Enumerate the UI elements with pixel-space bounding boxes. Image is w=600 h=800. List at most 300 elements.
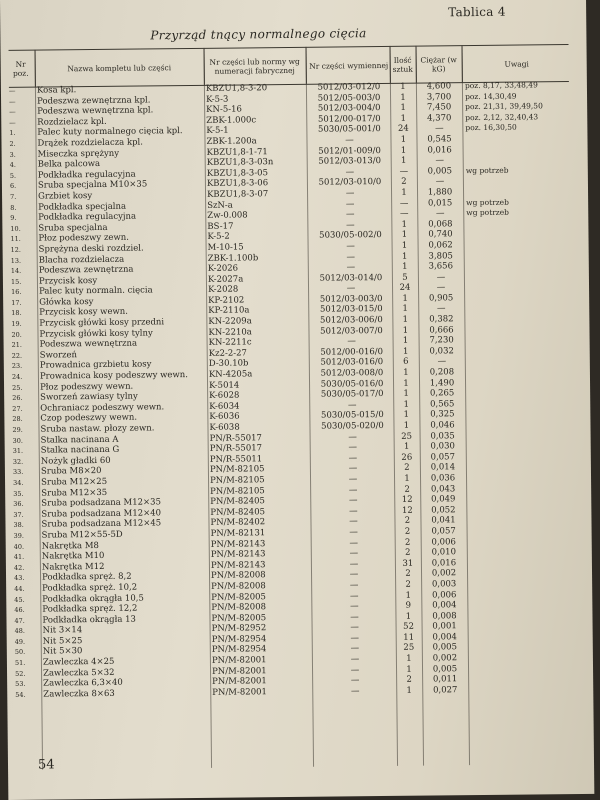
cell-ciez: 0,545 <box>427 134 452 145</box>
cell-name: Podeszwa wewnętrzna <box>39 338 138 350</box>
cell-wym: — <box>349 527 358 538</box>
cell-wym: 5012/03-015/0 <box>319 304 383 316</box>
cell-wym: 5012/03-006/0 <box>319 315 383 326</box>
cell-name: Podeszwa zewnętrzna <box>38 264 134 276</box>
cell-name: Zawleczka 8×63 <box>43 688 115 700</box>
cell-wym: 5012/00-016/0 <box>320 346 384 358</box>
cell-szt: 26 <box>401 452 413 463</box>
cell-wym: — <box>349 506 358 517</box>
cell-uwagi <box>471 652 575 653</box>
cell-name: Zawleczka 4×25 <box>42 656 115 668</box>
cell-nr: 46. <box>14 605 25 614</box>
cell-szt: 1 <box>402 346 409 357</box>
cell-name: Podeszwa wewnętrzna kpl. <box>37 105 154 117</box>
cell-nr: 44. <box>14 584 25 593</box>
cell-uwagi <box>471 684 575 685</box>
cell-ciez: 0,004 <box>432 600 457 611</box>
cell-ciez: 0,015 <box>427 197 453 209</box>
cell-szt: 25 <box>403 643 415 654</box>
cell-fab: K-5-1 <box>206 125 229 137</box>
cell-wym: 5030/05-015/0 <box>320 410 384 422</box>
cell-fab: Kz2-2-27 <box>208 348 247 359</box>
cell-szt: 12 <box>401 494 413 505</box>
cell-szt: 6 <box>403 357 409 368</box>
cell-nr: 26. <box>12 394 23 403</box>
cell-wym: — <box>349 537 359 548</box>
cell-uwagi <box>469 504 573 505</box>
cell-nr: 37. <box>13 510 24 519</box>
cell-name: Przycisk kosy wewn. <box>39 307 128 319</box>
cell-name: Główka kosy <box>39 296 94 308</box>
cell-fab: KN-5-16 <box>206 104 242 116</box>
cell-fab: PN/M-82131 <box>210 528 266 539</box>
header-nr: Nr poz. <box>12 59 29 78</box>
cell-uwagi <box>471 620 575 621</box>
cell-name: Prowadnica grzbietu kosy <box>39 359 152 372</box>
cell-ciez: 3,805 <box>428 250 453 262</box>
cell-uwagi <box>468 355 572 356</box>
cell-szt: 1 <box>400 145 407 156</box>
cell-szt: 1 <box>401 230 408 241</box>
cell-ciez: 4,600 <box>426 81 452 92</box>
cell-fab: K-2028 <box>207 284 239 296</box>
cell-uwagi <box>466 186 570 187</box>
cell-uwagi <box>468 419 572 420</box>
cell-szt: 1 <box>403 420 410 431</box>
cell-ciez: 1,880 <box>427 187 453 198</box>
cell-szt: — <box>399 166 409 177</box>
cell-nr: 9. <box>10 213 17 223</box>
cell-nr: 43. <box>14 574 25 583</box>
cell-ciez: 0,068 <box>428 218 453 230</box>
cell-ciez: — <box>436 282 446 293</box>
cell-uwagi <box>470 578 574 579</box>
cell-fab: K-5-2 <box>207 231 230 243</box>
cell-uwagi: poz. 16,30,50 <box>465 122 517 133</box>
cell-ciez: 0,057 <box>430 452 456 463</box>
cell-ciez: 0,006 <box>431 536 456 548</box>
cell-wym: — <box>350 654 360 665</box>
cell-szt: 1 <box>403 399 410 410</box>
cell-szt: 1 <box>400 134 407 145</box>
cell-nr: 19. <box>11 319 22 328</box>
cell-name: Nakrętka M8 <box>41 540 99 552</box>
cell-fab: SzN-a <box>207 200 233 211</box>
cell-name: Śruba podsadzana M12×35 <box>41 497 162 509</box>
cell-uwagi <box>468 408 572 409</box>
cell-fab: M-10-15 <box>207 242 244 253</box>
cell-name: Nakrętka M10 <box>41 551 105 562</box>
cell-ciez: 0,041 <box>431 515 456 526</box>
cell-wym: — <box>349 569 359 580</box>
cell-name: Śruba podsadzana M12×40 <box>41 508 162 520</box>
cell-name: Podeszwa zewnętrzna kpl. <box>37 95 151 107</box>
cell-wym: — <box>350 664 360 676</box>
cell-wym: — <box>346 241 355 252</box>
cell-name: Śruba M12×35 <box>41 487 108 499</box>
cell-nr: 40. <box>13 542 25 551</box>
cell-ciez: 3,700 <box>426 91 452 103</box>
cell-fab: KP-2110a <box>208 305 250 317</box>
cell-fab: PN/M-82105 <box>210 485 265 497</box>
cell-ciez: 0,043 <box>430 483 456 495</box>
cell-nr: 32. <box>12 457 24 466</box>
cell-fab: PN/M-82008 <box>211 602 267 613</box>
cell-ciez: 0,002 <box>432 653 458 664</box>
cell-wym: — <box>350 675 360 686</box>
cell-uwagi <box>466 228 570 229</box>
cell-uwagi <box>467 292 571 293</box>
cell-szt: 24 <box>399 282 411 294</box>
cell-uwagi <box>468 377 572 378</box>
cell-name: Śruba M12×55-5D <box>41 529 123 541</box>
cell-fab: KBZU1,8-3-20 <box>205 83 268 94</box>
cell-wym: 5012/03-016/0 <box>320 357 384 369</box>
cell-wym: 5012/03-008/0 <box>320 368 384 379</box>
cell-nr: 11. <box>10 235 21 244</box>
cell-szt: 2 <box>404 463 410 474</box>
cell-nr: — <box>8 86 16 95</box>
cell-wym: — <box>349 580 359 591</box>
cell-wym: — <box>346 220 355 231</box>
cell-nr: 50. <box>14 648 26 657</box>
cell-uwagi <box>468 398 572 399</box>
cell-fab: PN/M-82105 <box>209 464 265 476</box>
cell-szt: 1 <box>400 113 407 124</box>
cell-uwagi <box>470 599 574 600</box>
cell-fab: K-2026 <box>207 263 239 274</box>
cell-name: Podkładka okrągła 13 <box>42 614 136 626</box>
cell-szt: 1 <box>403 388 409 400</box>
cell-wym: — <box>350 686 360 697</box>
cell-wym: — <box>347 336 356 347</box>
cell-name: Nakrętka M12 <box>41 561 105 573</box>
cell-wym: 5012/03-004/0 <box>317 103 381 114</box>
cell-name: Nożyk gładki 60 <box>40 455 111 467</box>
cell-wym: — <box>349 590 359 601</box>
cell-ciez: 0,382 <box>429 314 454 325</box>
cell-wym: — <box>348 463 358 474</box>
cell-ciez: 0,740 <box>428 229 453 240</box>
cell-name: Nit 3×14 <box>42 625 83 636</box>
cell-fab: PN/R-55017 <box>209 443 263 455</box>
parts-table <box>9 80 575 700</box>
cell-fab: PN/M-82143 <box>210 559 266 571</box>
cell-uwagi <box>467 281 571 282</box>
cell-name: Podkładka regulacyjna <box>37 169 136 181</box>
cell-szt: 2 <box>404 484 410 495</box>
cell-fab: BS-17 <box>207 221 234 232</box>
cell-nr: 49. <box>14 637 26 646</box>
cell-wym: — <box>348 495 358 506</box>
cell-uwagi: poz. 14,30,49 <box>464 91 517 101</box>
cell-ciez: — <box>435 123 444 134</box>
cell-ciez: — <box>436 303 446 314</box>
cell-uwagi <box>468 387 572 388</box>
cell-uwagi <box>469 430 573 431</box>
cell-wym: — <box>346 283 356 294</box>
cell-fab: PN/R-55017 <box>209 432 262 444</box>
cell-uwagi <box>470 536 574 537</box>
cell-uwagi <box>469 483 573 484</box>
cell-nr: 4. <box>9 160 16 170</box>
cell-szt: 1 <box>405 590 412 601</box>
cell-fab: KP-2102 <box>208 295 245 306</box>
header-fab: Nr części lub normy wg numeracji fabrycznej <box>209 56 300 76</box>
cell-name: Sworzeń zawiasy tylny <box>40 391 138 403</box>
cell-name: Grzbiet kosy <box>38 190 93 202</box>
cell-ciez: 0,005 <box>432 642 458 653</box>
cell-szt: 1 <box>405 611 412 622</box>
cell-nr: 25. <box>12 383 23 392</box>
cell-nr: 17. <box>11 298 22 307</box>
cell-name: Drążek rozdzielacza kpl. <box>37 137 144 149</box>
cell-ciez: 0,004 <box>432 632 457 643</box>
cell-fab: PN/M-82001 <box>211 665 267 677</box>
cell-ciez: — <box>435 155 445 166</box>
cell-nr: 53. <box>15 680 26 689</box>
cell-uwagi <box>470 546 574 547</box>
cell-fab: PN/M-82143 <box>210 538 266 550</box>
cell-wym: — <box>349 516 358 527</box>
cell-nr: 24. <box>11 372 23 381</box>
table-number: Tablica 4 <box>448 4 506 20</box>
cell-nr: 6. <box>9 182 17 191</box>
cell-szt: 1 <box>401 187 407 198</box>
cell-nr: 22. <box>11 351 23 360</box>
cell-fab: K-6036 <box>209 411 240 423</box>
cell-ciez: 0,005 <box>432 663 458 675</box>
cell-wym: 5012/03-003/0 <box>319 293 383 305</box>
cell-fab: PN/M-82954 <box>211 634 267 645</box>
cell-szt: 1 <box>403 410 410 421</box>
cell-uwagi <box>466 144 570 145</box>
cell-nr: 27. <box>12 404 23 413</box>
cell-name: Śruba specjalna M10×35 <box>37 179 148 191</box>
cell-nr: 54. <box>15 690 26 699</box>
cell-uwagi <box>471 663 575 664</box>
cell-ciez: 0,014 <box>430 462 456 473</box>
cell-uwagi <box>466 175 570 176</box>
cell-ciez: 0,905 <box>428 293 454 304</box>
cell-fab: PN/M-82005 <box>211 591 266 603</box>
cell-uwagi: wg potrzeb <box>465 165 509 175</box>
cell-wym: — <box>346 251 356 262</box>
cell-uwagi <box>471 641 575 642</box>
cell-szt: 2 <box>405 579 411 590</box>
cell-fab: KBZU1,8-3-05 <box>206 167 269 179</box>
cell-szt: 1 <box>402 314 409 325</box>
cell-fab: KN-4205a <box>208 369 253 380</box>
cell-fab: ZBK-1.200a <box>206 136 257 147</box>
cell-fab: PN/M-82105 <box>209 475 265 486</box>
cell-fab: PN/M-82402 <box>210 517 266 529</box>
cell-uwagi <box>467 324 571 325</box>
cell-szt: 1 <box>406 653 412 664</box>
cell-fab: KN-2211c <box>208 337 252 349</box>
cell-nr: 30. <box>12 436 23 445</box>
cell-name: Palec kuty normalnego cięcia kpl. <box>37 126 183 138</box>
cell-szt: 2 <box>405 547 411 558</box>
cell-ciez: 0,006 <box>432 589 457 601</box>
cell-ciez: 7,230 <box>429 335 454 346</box>
cell-name: Podkładka okrągła 10,5 <box>42 593 144 605</box>
cell-szt: 1 <box>402 293 408 304</box>
cell-fab: PN/M-82005 <box>211 612 267 624</box>
cell-szt: 1 <box>403 367 409 378</box>
cell-name: Stalka nacinana G <box>40 444 120 456</box>
cell-uwagi <box>471 631 575 632</box>
cell-wym: 5012/03-007/0 <box>320 325 383 337</box>
cell-name: Rozdzielacz kpl. <box>37 116 107 128</box>
header-szt: Ilość sztuk <box>392 55 413 74</box>
cell-nr: 48. <box>14 627 25 636</box>
cell-ciez: 0,062 <box>428 240 453 251</box>
cell-fab: PN/M-82001 <box>212 687 267 698</box>
cell-name: Zawleczka 6,3×40 <box>43 678 123 689</box>
cell-szt: 1 <box>401 240 408 251</box>
cell-ciez: 3,656 <box>428 261 454 272</box>
cell-nr: 13. <box>10 256 22 265</box>
cell-wym: 5012/03-012/0 <box>317 82 381 93</box>
cell-name: Podkładka specjalna <box>38 201 127 213</box>
cell-nr: 2. <box>9 139 16 148</box>
cell-ciez: 0,010 <box>431 547 457 558</box>
cell-szt: 1 <box>404 473 410 484</box>
cell-fab: KN-2209a <box>208 316 252 327</box>
cell-name: Palec kuty normaln. cięcia <box>39 285 153 297</box>
cell-szt: 11 <box>403 632 415 643</box>
cell-wym: 5012/03-013/0 <box>318 156 382 167</box>
cell-uwagi: wg potrzeb <box>466 207 510 218</box>
cell-szt: 1 <box>402 304 409 315</box>
cell-nr: 28. <box>12 415 23 424</box>
cell-name: Miseczka sprężyny <box>37 148 120 160</box>
cell-fab: K-5-3 <box>206 94 229 105</box>
cell-uwagi <box>469 472 573 473</box>
cell-fab: K-6034 <box>209 401 240 412</box>
cell-szt: 52 <box>403 621 415 633</box>
cell-fab: PN/M-82008 <box>210 570 266 582</box>
cell-nr: — <box>9 97 16 106</box>
cell-wym: 5012/03-010/0 <box>318 177 382 189</box>
cell-fab: KBZU1,8-3-03n <box>206 157 274 169</box>
header-wym: Nr części wymiennej <box>309 60 389 71</box>
cell-wym: — <box>348 442 358 453</box>
cell-name: Płoz podeszwy wewn. <box>40 381 134 393</box>
cell-wym: — <box>349 558 359 570</box>
cell-nr: 34. <box>13 478 24 487</box>
cell-name: Podkładka spręż. 10,2 <box>42 582 138 594</box>
cell-szt: 25 <box>401 431 413 442</box>
cell-wym: 5030/05-016/0 <box>320 378 384 390</box>
cell-ciez: — <box>436 272 446 283</box>
cell-ciez: 0,032 <box>429 346 454 357</box>
cell-ciez: 0,035 <box>430 430 455 442</box>
cell-szt: 24 <box>397 124 409 135</box>
cell-wym: — <box>345 167 355 178</box>
cell-ciez: 0,666 <box>429 324 454 336</box>
cell-uwagi <box>470 610 574 611</box>
cell-szt: 1 <box>400 81 406 92</box>
cell-uwagi <box>468 366 572 367</box>
cell-wym: 5012/00-017/0 <box>317 113 381 125</box>
cell-wym: 5012/05-003/0 <box>317 92 381 104</box>
cell-fab: PN/M-82143 <box>210 549 266 560</box>
cell-name: Czop podeszwy wewn. <box>40 412 138 425</box>
cell-nr: 35. <box>13 489 24 498</box>
cell-szt: 1 <box>402 335 409 347</box>
cell-name: Stalka nacinana A <box>40 434 119 446</box>
cell-ciez: 0,046 <box>430 420 455 431</box>
cell-nr: 10. <box>10 224 21 233</box>
cell-wym: 5030/05-002/0 <box>319 230 382 241</box>
cell-ciez: 0,027 <box>433 685 458 696</box>
cell-szt: 31 <box>402 558 414 569</box>
cell-nr: 5. <box>9 171 17 180</box>
cell-fab: KBZU1,8-3-06 <box>206 178 269 190</box>
cell-uwagi <box>467 239 571 240</box>
cell-szt: 1 <box>406 664 412 675</box>
cell-szt: 2 <box>404 526 411 537</box>
cell-wym: — <box>350 622 359 633</box>
cell-ciez: 0,057 <box>431 526 456 537</box>
cell-wym: 5030/05-017/0 <box>320 389 384 400</box>
cell-ciez: — <box>435 176 445 187</box>
cell-ciez: 0,001 <box>432 621 457 632</box>
cell-szt: 1 <box>401 219 408 230</box>
cell-uwagi <box>471 673 575 674</box>
cell-uwagi <box>470 557 574 558</box>
cell-szt: 1 <box>403 441 410 452</box>
cell-nr: 21. <box>11 341 23 350</box>
cell-name: Zawleczka 5×32 <box>43 667 115 679</box>
cell-name: Śruba podsadzana M12×45 <box>41 518 162 530</box>
cell-name: Nit 5×30 <box>42 646 83 658</box>
cell-ciez: 0,325 <box>430 409 455 420</box>
cell-uwagi <box>465 133 569 134</box>
cell-nr: 15. <box>10 277 22 286</box>
table-title: Przyrząd tnący normalnego cięcia <box>150 26 367 43</box>
cell-wym: — <box>348 474 358 485</box>
cell-ciez: 0,052 <box>431 505 456 516</box>
cell-uwagi <box>467 260 571 261</box>
cell-fab: PN/M-82405 <box>210 496 265 507</box>
cell-nr: 16. <box>11 288 22 297</box>
cell-wym: — <box>345 209 355 220</box>
cell-name: Podkładka spręż. 12,2 <box>42 603 138 615</box>
cell-nr: 38. <box>13 521 24 530</box>
cell-uwagi <box>469 461 573 462</box>
cell-szt: 2 <box>401 177 407 188</box>
cell-wym: 5012/01-009/0 <box>318 145 381 157</box>
cell-ciez: 0,011 <box>432 674 458 685</box>
cell-szt: 1 <box>400 155 407 166</box>
header-name: Nazwa kompletu lub części <box>67 62 172 73</box>
cell-wym: — <box>345 135 354 146</box>
cell-nr: 31. <box>12 446 24 456</box>
cell-nr: 51. <box>14 658 26 667</box>
cell-nr: 8. <box>10 203 17 212</box>
cell-wym: — <box>345 198 355 209</box>
cell-nr: 36. <box>13 499 24 509</box>
cell-nr: 39. <box>13 531 24 540</box>
cell-nr: — <box>9 118 16 127</box>
cell-ciez: 0,005 <box>427 166 453 177</box>
cell-uwagi <box>470 525 574 526</box>
cell-nr: 33. <box>12 468 24 477</box>
cell-wym: — <box>350 643 360 654</box>
